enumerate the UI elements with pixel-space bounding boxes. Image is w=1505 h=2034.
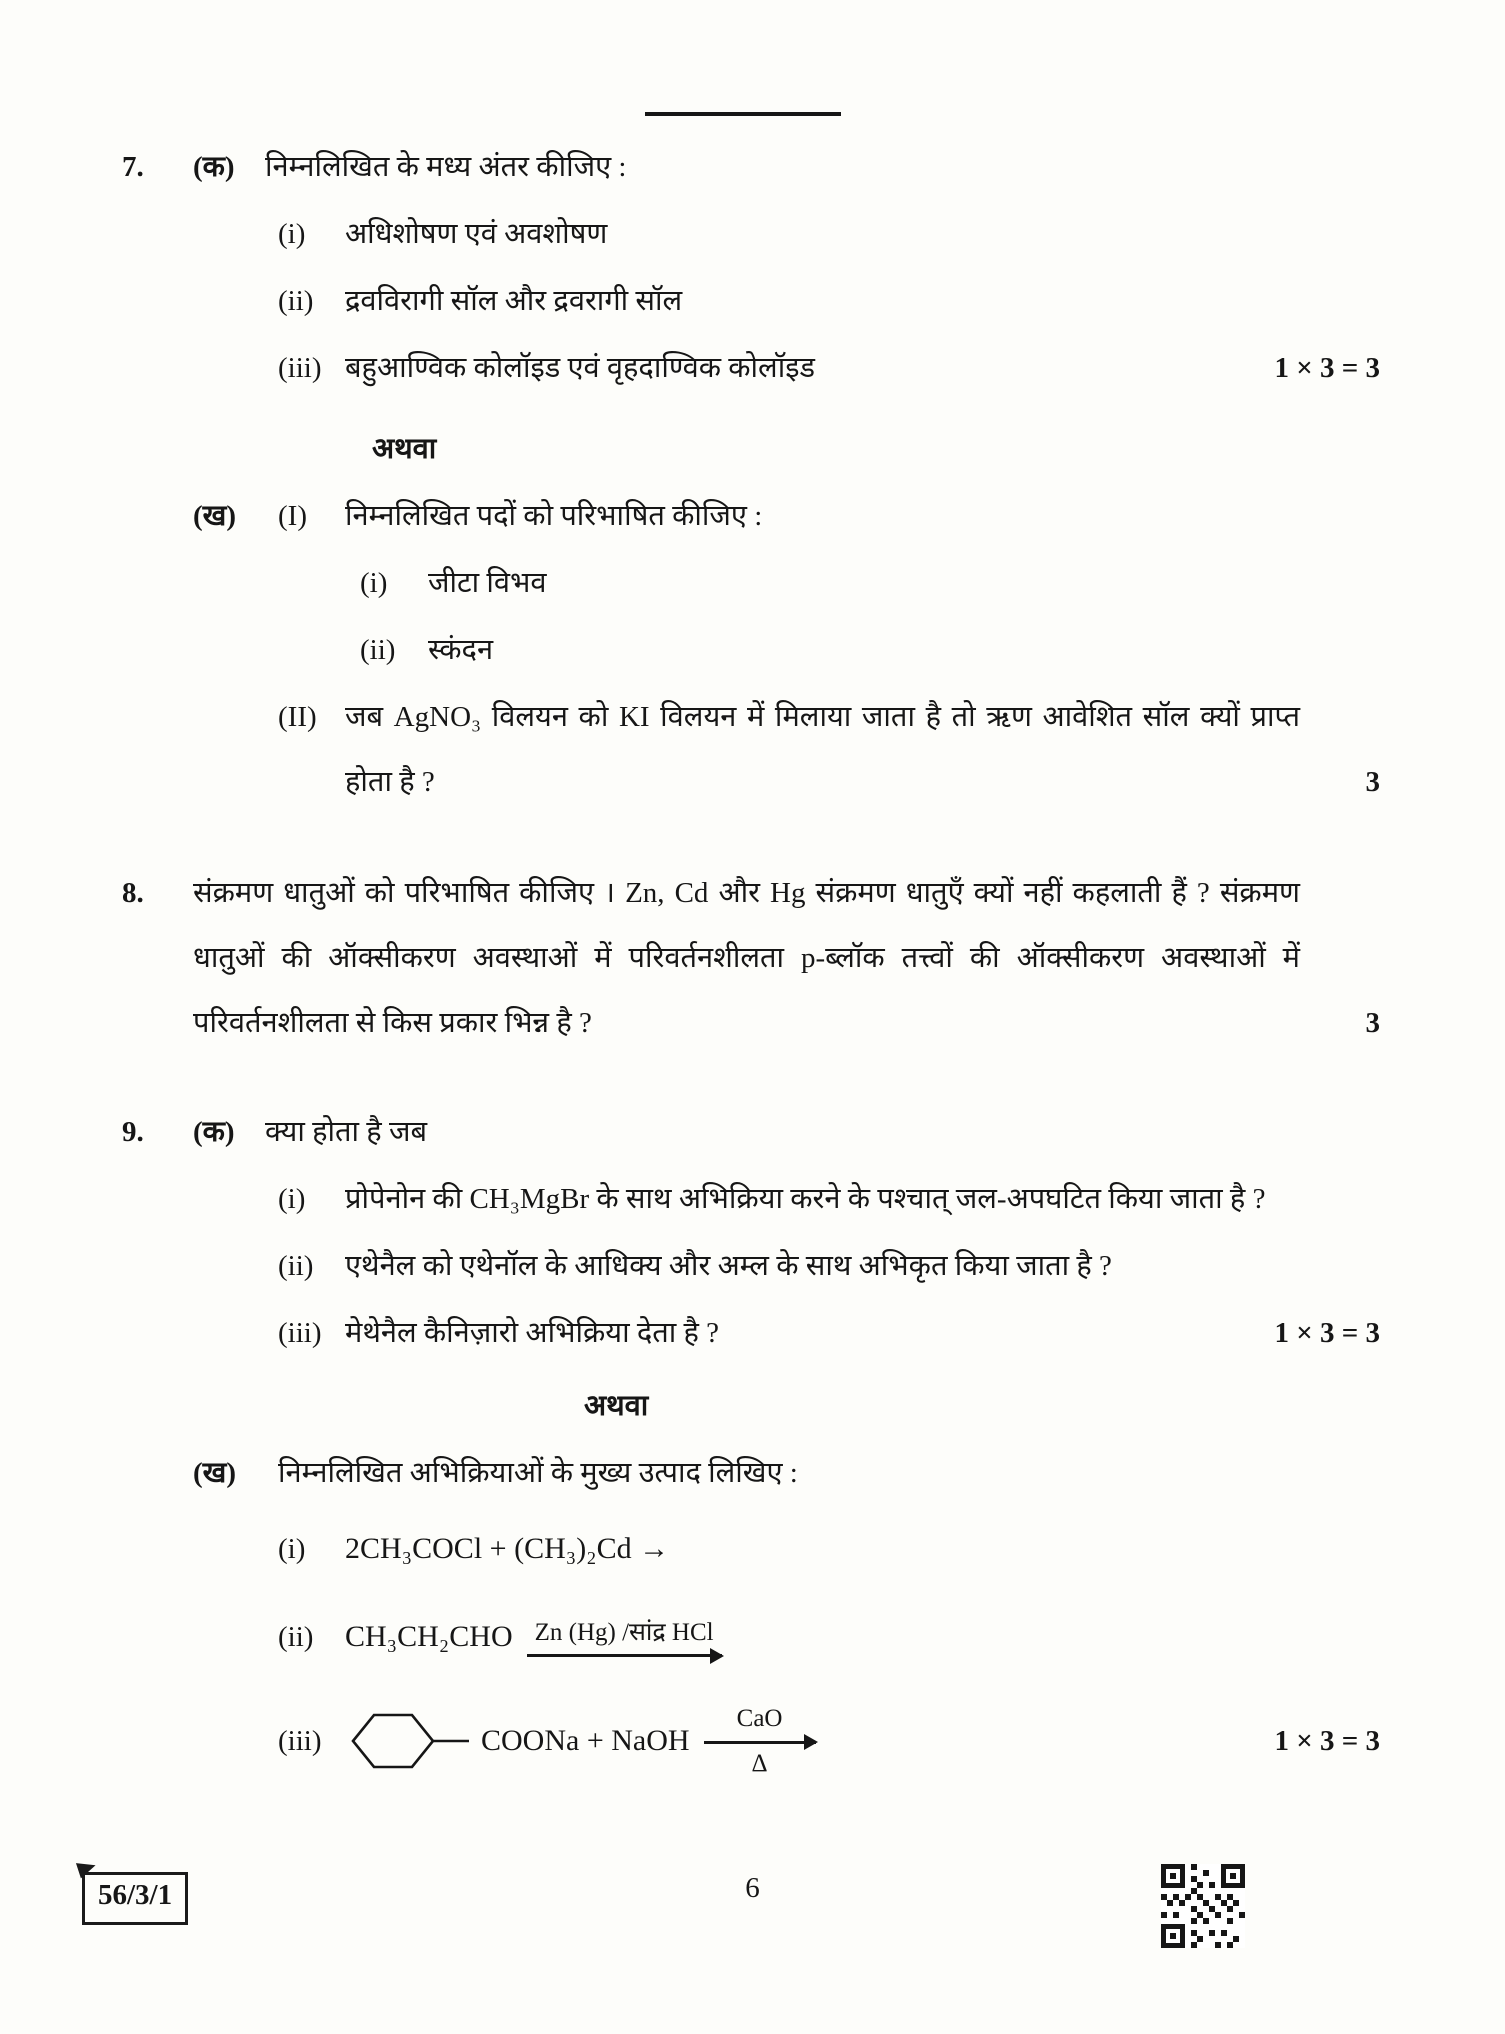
- item-text: मेथेनैल कैनिज़ारो अभिक्रिया देता है ?: [345, 1317, 720, 1349]
- q9-number: 9.: [122, 1116, 144, 1148]
- q9-part-b-label: (ख): [193, 1457, 237, 1489]
- q7-part-a-label: (क): [193, 151, 235, 183]
- header-rule: [645, 112, 841, 116]
- item-label: (iii): [278, 1317, 322, 1349]
- q7-part-b-I-label: (I): [278, 500, 307, 532]
- paper-code: 56/3/1: [98, 1879, 173, 1911]
- q8-number: 8.: [122, 877, 144, 909]
- q9-part-a-intro: क्या होता है जब: [265, 1116, 428, 1148]
- q7-or-label: अथवा: [372, 433, 437, 465]
- item-label: (ii): [278, 285, 314, 317]
- reaction-arrow: [704, 1703, 816, 1779]
- item-label: (ii): [278, 1250, 314, 1282]
- reaction-3-condition-bottom: Δ: [751, 1749, 768, 1777]
- question-7: [122, 135, 1380, 815]
- qr-code: [1161, 1864, 1245, 1948]
- marks-value: 1 × 3 = 3: [1274, 352, 1380, 384]
- q9-part-a-item-ii: [122, 1234, 1380, 1299]
- q7-part-b-II-label: (II): [278, 701, 317, 733]
- reaction-2-condition: Zn (Hg) /सांद्र HCl: [534, 1618, 714, 1646]
- item-label: (iii): [278, 1724, 322, 1757]
- q7-part-b-II-text: जब AgNO₃ विलयन को KI विलयन में मिलाया जाता है तो ऋण आवेशित सॉल क्यों प्राप्त होता है ?: [345, 701, 1300, 798]
- reaction-1-formula: 2CH₃COCl + (CH₃)₂Cd →: [345, 1532, 670, 1565]
- q7-part-b-label: (ख): [193, 500, 237, 532]
- q7-part-b-I-intro: निम्नलिखित पदों को परिभाषित कीजिए :: [345, 500, 763, 532]
- item-text: अधिशोषण एवं अवशोषण: [345, 218, 608, 250]
- item-text: द्रवविरागी सॉल और द्रवरागी सॉल: [345, 285, 683, 317]
- q7-part-b-intro-row: [122, 484, 1380, 549]
- q9-part-a-intro-row: [122, 1100, 1380, 1165]
- item-label: (i): [278, 1183, 306, 1215]
- flag-icon: [76, 1858, 98, 1879]
- paper-code-box: [82, 1872, 188, 1925]
- q9-part-b-reaction-i: [122, 1516, 1380, 1582]
- item-text: एथेनैल को एथेनॉल के आधिक्य और अम्ल के साथ अभिकृत किया जाता है ?: [345, 1250, 1112, 1282]
- question-8: [122, 861, 1380, 1056]
- q7-part-b-II-paragraph-wrap: [345, 685, 1380, 815]
- item-text: बहुआण्विक कोलॉइड एवं वृहदाण्विक कोलॉइड: [345, 352, 815, 384]
- q7-part-a-intro: निम्नलिखित के मध्य अंतर कीजिए :: [265, 151, 627, 183]
- arrow-shaft: [704, 1741, 816, 1744]
- item-text: स्कंदन: [428, 634, 494, 666]
- q8-paragraph-wrap: [193, 861, 1380, 1056]
- marks-value: 3: [1365, 1007, 1380, 1039]
- q9-part-b-intro-row: [122, 1441, 1380, 1506]
- reaction-2-reactant: CH₃CH₂CHO: [345, 1620, 513, 1653]
- q7-part-a-item-ii: [122, 269, 1380, 334]
- item-text: जीटा विभव: [428, 567, 547, 599]
- q8-row: [122, 861, 1380, 1056]
- q7-number: 7.: [122, 151, 144, 183]
- q7-part-b-II-row: [122, 685, 1380, 815]
- q9-part-b-reaction-ii: [122, 1588, 1380, 1686]
- arrow-shaft: [527, 1654, 722, 1657]
- q7-part-a-item-iii: [122, 336, 1380, 401]
- q7-part-a-intro-row: [122, 135, 1380, 200]
- item-label: (iii): [278, 352, 322, 384]
- item-label: (i): [278, 1533, 306, 1565]
- q7-part-b-I-item-i: [122, 551, 1380, 616]
- reaction-3-condition-top: CaO: [736, 1705, 783, 1733]
- item-label: (i): [278, 218, 306, 250]
- marks-value: 1 × 3 = 3: [1274, 1724, 1380, 1757]
- reaction-arrow: [527, 1617, 722, 1657]
- q9-part-b-reaction-iii: [122, 1692, 1380, 1790]
- item-label: (ii): [360, 634, 396, 666]
- page-number: 6: [745, 1872, 760, 1904]
- benzene-ring-icon: [349, 1708, 471, 1774]
- item-label: (ii): [278, 1620, 314, 1653]
- question-9: [122, 1100, 1380, 1790]
- q9-part-b-intro: निम्नलिखित अभिक्रियाओं के मुख्य उत्पाद लिखिए :: [278, 1457, 798, 1489]
- q9-part-a-label: (क): [193, 1116, 235, 1148]
- q9-part-a-item-iii: [122, 1301, 1380, 1366]
- q7-part-a-item-i: [122, 202, 1380, 267]
- marks-value: 1 × 3 = 3: [1274, 1317, 1380, 1349]
- reaction-3-reactants: COONa + NaOH: [481, 1724, 690, 1757]
- item-text: प्रोपेनोन की CH₃MgBr के साथ अभिक्रिया करने के पश्चात् जल-अपघटित किया जाता है ?: [345, 1183, 1266, 1215]
- q9-or-label: अथवा: [584, 1390, 649, 1422]
- q7-part-b-I-item-ii: [122, 618, 1380, 683]
- item-label: (i): [360, 567, 388, 599]
- q8-text: संक्रमण धातुओं को परिभाषित कीजिए । Zn, Cd और Hg संक्रमण धातुएँ क्यों नहीं कहलाती हैं ? संक्रमण धातुओं की ऑक्सीकरण अवस्थाओं में परिवर्तनशीलता p-ब्लॉक तत्त्वों की ऑक्सीकरण अवस्थाओं में परिवर्तनशीलता से किस प्रकार भिन्न है ?: [193, 877, 1300, 1039]
- marks-value: 3: [1365, 766, 1380, 798]
- q9-part-a-item-i: [122, 1167, 1380, 1232]
